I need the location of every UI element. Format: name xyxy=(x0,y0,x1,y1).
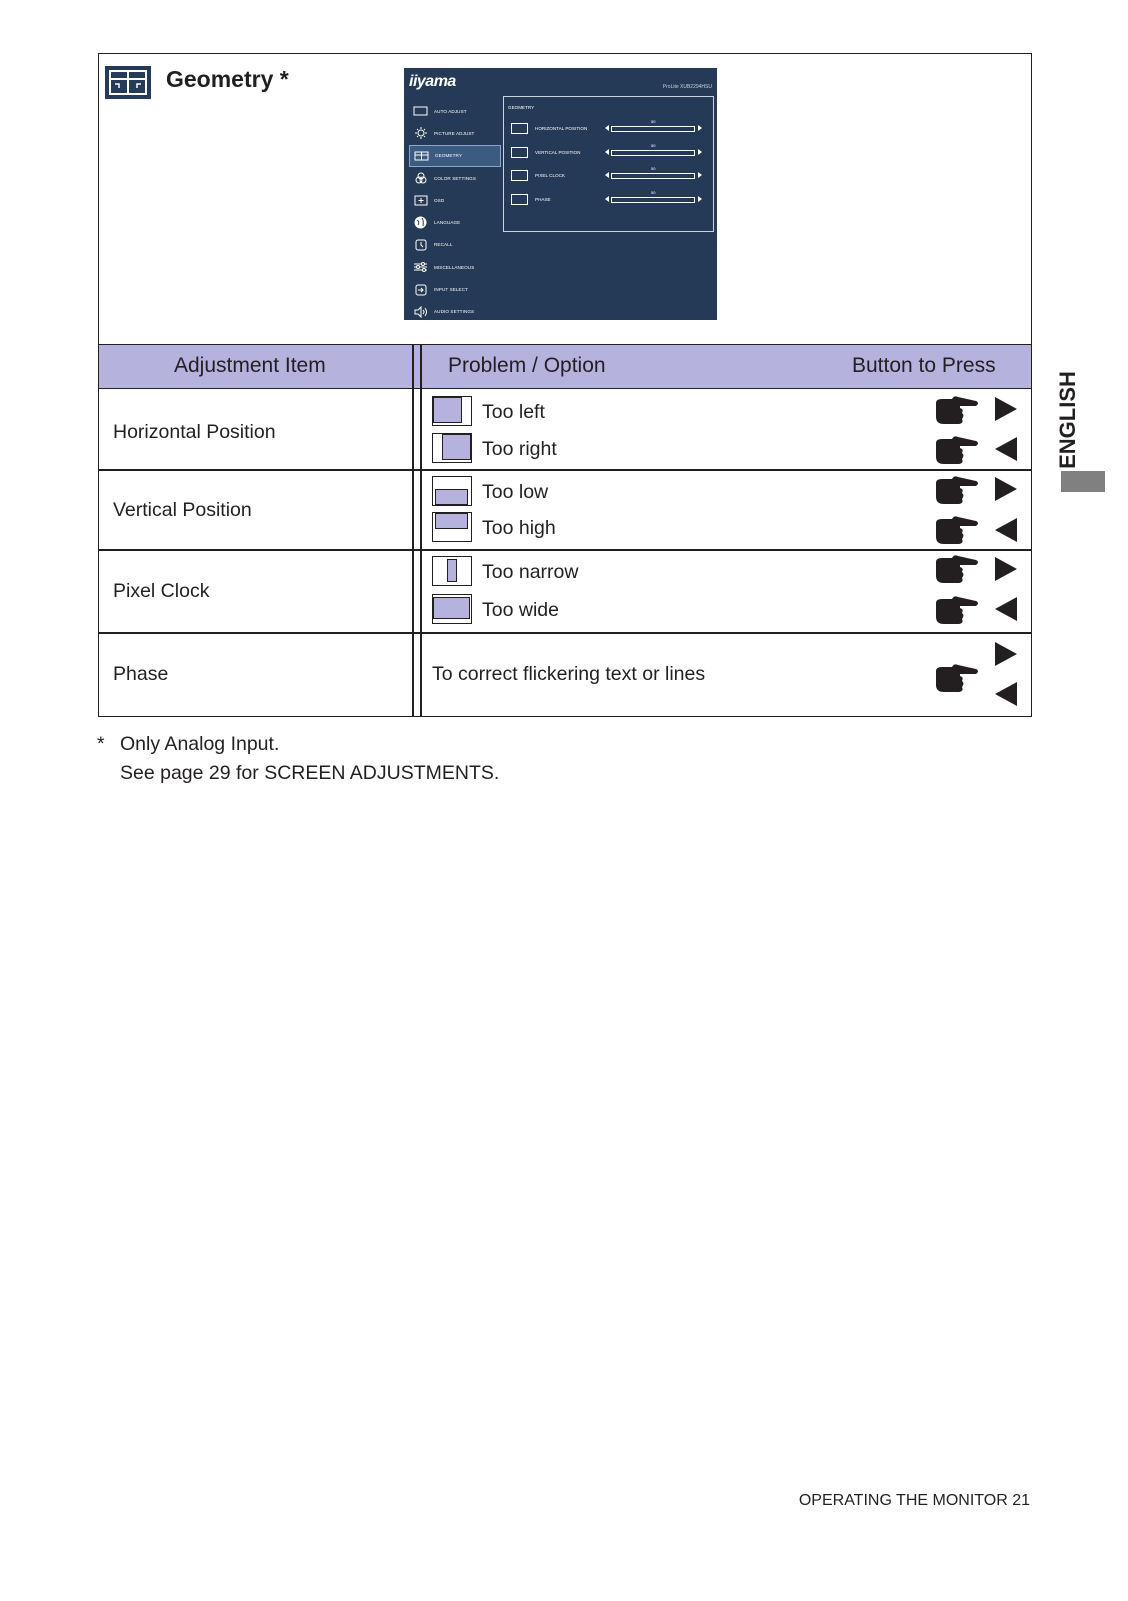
page-footer: OPERATING THE MONITOR 21 xyxy=(798,1492,1030,1509)
row-divider xyxy=(99,632,1031,634)
auto-adjust-icon xyxy=(413,105,428,117)
osd-row-horizontal-position[interactable] xyxy=(511,121,707,137)
item-pixel-clock: Pixel Clock xyxy=(113,580,210,602)
left-arrow-icon xyxy=(995,597,1017,621)
input-icon xyxy=(413,284,428,296)
osd-geometry-panel xyxy=(503,96,714,232)
header-adjustment-item: Adjustment Item xyxy=(174,354,326,377)
osd-icon xyxy=(413,194,428,206)
too-high-illustration xyxy=(432,512,472,542)
option-too-high xyxy=(432,512,932,542)
speaker-icon xyxy=(413,306,428,318)
footnote-line-1: Only Analog Input. xyxy=(120,733,280,755)
option-too-narrow xyxy=(432,556,932,586)
left-arrow-icon xyxy=(995,437,1017,461)
item-phase: Phase xyxy=(113,663,169,685)
osd-menu-label: AUDIO SETTINGS xyxy=(434,309,475,315)
pointing-hand-icon xyxy=(934,552,980,586)
row-divider xyxy=(99,549,1031,551)
item-vertical-position: Vertical Position xyxy=(113,499,252,521)
vertical-position-icon xyxy=(511,147,528,158)
header-problem-option: Problem / Option xyxy=(448,354,606,377)
geometry-icon xyxy=(414,150,429,162)
option-text: Too narrow xyxy=(482,561,579,583)
option-text: Too wide xyxy=(482,599,559,621)
pointing-hand-icon xyxy=(934,593,980,627)
phase-icon xyxy=(511,194,528,205)
brightness-icon xyxy=(413,127,428,139)
table-header xyxy=(99,345,1031,389)
osd-row-pixel-clock[interactable] xyxy=(511,168,707,184)
too-low-illustration xyxy=(432,476,472,506)
right-arrow-icon xyxy=(698,125,702,131)
option-text: Too low xyxy=(482,481,549,503)
pixel-clock-icon xyxy=(511,170,528,181)
osd-row-label: PIXEL CLOCK xyxy=(535,173,565,178)
geometry-icon xyxy=(105,66,151,99)
osd-row-value: 50 xyxy=(651,190,656,195)
too-right-illustration xyxy=(432,433,472,463)
recall-icon xyxy=(413,239,428,251)
left-arrow-icon xyxy=(995,682,1017,706)
osd-slider[interactable] xyxy=(611,197,695,203)
option-text: Too high xyxy=(482,517,556,539)
right-arrow-icon xyxy=(995,397,1017,421)
pointing-hand-icon xyxy=(934,473,980,507)
osd-menu-label: GEOMETRY xyxy=(435,153,463,159)
osd-row-value: 50 xyxy=(651,143,656,148)
option-too-low xyxy=(432,476,932,506)
osd-menu-label: OSD xyxy=(434,197,445,203)
language-tab: ENGLISH xyxy=(1055,371,1080,469)
option-text: Too right xyxy=(482,438,557,460)
right-arrow-icon xyxy=(698,149,702,155)
osd-menu-item-miscellaneous[interactable] xyxy=(409,256,501,278)
osd-panel-title: GEOMETRY xyxy=(508,105,535,110)
osd-menu-item-audio-settings[interactable] xyxy=(409,301,501,323)
osd-menu-item-auto-adjust[interactable] xyxy=(409,100,501,122)
osd-menu-label: LANGUAGE xyxy=(434,220,461,226)
sliders-icon xyxy=(413,261,428,273)
osd-menu-item-recall[interactable] xyxy=(409,234,501,256)
osd-menu-item-color-settings[interactable] xyxy=(409,167,501,189)
osd-row-value: 50 xyxy=(651,119,656,124)
osd-menu-label: PICTURE ADJUST xyxy=(434,130,475,136)
osd-menu-label: AUTO ADJUST xyxy=(434,108,467,114)
pointing-hand-icon xyxy=(934,433,980,467)
osd-menu-label: RECALL xyxy=(434,242,453,248)
osd-row-phase[interactable] xyxy=(511,192,707,208)
osd-menu-item-picture-adjust[interactable] xyxy=(409,122,501,144)
row-divider xyxy=(99,469,1031,471)
pointing-hand-icon xyxy=(934,661,980,695)
too-left-illustration xyxy=(432,396,472,426)
osd-menu-label: MISCELLANEOUS xyxy=(434,264,475,270)
phase-description: To correct flickering text or lines xyxy=(432,663,706,685)
osd-slider[interactable] xyxy=(611,126,695,132)
column-divider xyxy=(412,345,414,716)
osd-slider[interactable] xyxy=(611,150,695,156)
too-narrow-illustration xyxy=(432,556,472,586)
option-too-left xyxy=(432,396,932,426)
osd-row-label: VERTICAL POSITION xyxy=(535,150,581,155)
osd-logo: iiyama xyxy=(409,73,456,90)
osd-menu-item-geometry[interactable] xyxy=(409,145,501,167)
osd-row-label: HORIZONTAL POSITION xyxy=(535,126,588,131)
osd-menu-item-input-select[interactable] xyxy=(409,278,501,300)
item-horizontal-position: Horizontal Position xyxy=(113,421,276,443)
footnote-line-2: See page 29 for SCREEN ADJUSTMENTS. xyxy=(120,762,500,784)
language-tab-marker xyxy=(1061,471,1105,492)
osd-menu-item-osd[interactable] xyxy=(409,189,501,211)
osd-slider[interactable] xyxy=(611,173,695,179)
right-arrow-icon xyxy=(995,642,1017,666)
right-arrow-icon xyxy=(698,196,702,202)
left-arrow-icon xyxy=(995,518,1017,542)
adjustment-table xyxy=(98,344,1032,717)
right-arrow-icon xyxy=(995,557,1017,581)
osd-menu xyxy=(409,100,501,323)
section-title: Geometry * xyxy=(166,66,289,92)
left-arrow-icon xyxy=(605,125,609,131)
osd-menu-label: INPUT SELECT xyxy=(434,287,469,293)
osd-row-value: 50 xyxy=(651,166,656,171)
option-too-wide xyxy=(432,594,932,624)
option-too-right xyxy=(432,433,932,463)
geometry-section xyxy=(98,53,1032,345)
osd-row-label: PHASE xyxy=(535,197,551,202)
pointing-hand-icon xyxy=(934,513,980,547)
option-text: Too left xyxy=(482,401,545,423)
column-divider xyxy=(420,345,422,716)
osd-screenshot xyxy=(404,68,717,320)
globe-icon xyxy=(413,217,428,229)
left-arrow-icon xyxy=(605,149,609,155)
right-arrow-icon xyxy=(995,477,1017,501)
pointing-hand-icon xyxy=(934,393,980,427)
osd-model: ProLite XUB2294HSU xyxy=(662,84,712,90)
left-arrow-icon xyxy=(605,172,609,178)
too-wide-illustration xyxy=(432,594,472,624)
horizontal-position-icon xyxy=(511,123,528,134)
color-icon xyxy=(413,172,428,184)
header-button-to-press: Button to Press xyxy=(852,354,996,377)
footnote-marker: * xyxy=(97,733,105,755)
osd-menu-item-language[interactable] xyxy=(409,211,501,233)
osd-row-vertical-position[interactable] xyxy=(511,145,707,161)
right-arrow-icon xyxy=(698,172,702,178)
left-arrow-icon xyxy=(605,196,609,202)
osd-menu-label: COLOR SETTINGS xyxy=(434,175,476,181)
